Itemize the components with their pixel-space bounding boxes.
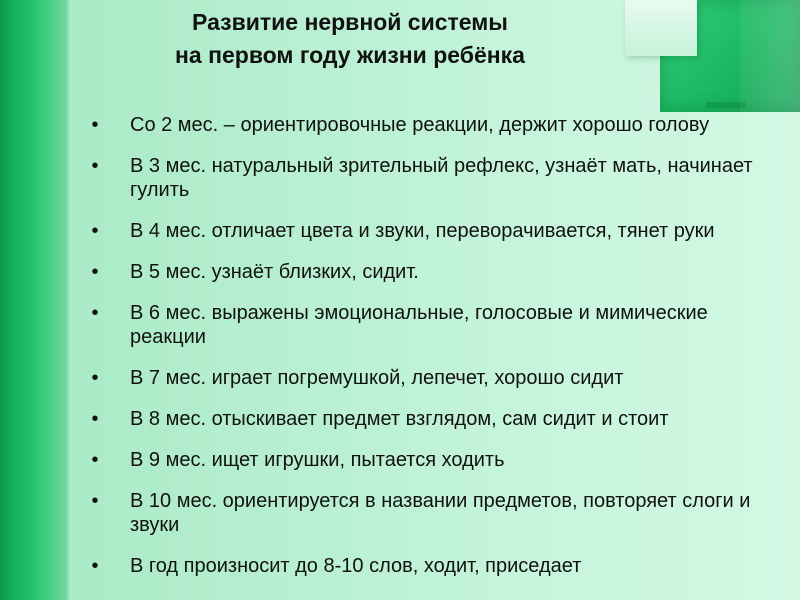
bullet-icon: • (91, 302, 99, 324)
list-item-text: В 3 мес. натуральный зрительный рефлекс, узнаёт мать, начинает гулить (130, 155, 753, 201)
bullet-icon: • (91, 449, 99, 471)
list-item (82, 113, 787, 137)
list-item-text: В 4 мес. отличает цвета и звуки, переворачивается, тянет руки (130, 220, 715, 242)
bullet-icon: • (91, 490, 99, 512)
list-item (82, 448, 787, 472)
bullet-icon: • (91, 220, 99, 242)
list-item (82, 260, 787, 284)
list-item-text: В год произносит до 8-10 слов, ходит, приседает (130, 555, 582, 577)
corner-decorative-strip (740, 0, 800, 112)
bullet-icon: • (91, 408, 99, 430)
list-item (82, 489, 787, 537)
list-item-text: В 10 мес. ориентируется в названии предметов, повторяет слоги и звуки (130, 490, 751, 536)
bullet-icon: • (91, 261, 99, 283)
list-item (82, 301, 787, 349)
bullet-icon: • (91, 367, 99, 389)
left-decorative-bar (0, 0, 70, 600)
slide-title-line-2: на первом году жизни ребёнка (175, 42, 525, 68)
list-item-text: В 5 мес. узнаёт близких, сидит. (130, 261, 419, 283)
corner-light-square (625, 0, 697, 56)
slide-title-line-1: Развитие нервной системы (192, 9, 508, 35)
list-item (82, 407, 787, 431)
bullet-icon: • (91, 555, 99, 577)
bullet-icon: • (91, 114, 99, 136)
list-item-text: В 9 мес. ищет игрушки, пытается ходить (130, 449, 505, 471)
list-item (82, 219, 787, 243)
list-item-text: В 7 мес. играет погремушкой, лепечет, хорошо сидит (130, 367, 624, 389)
list-item-text: Со 2 мес. – ориентировочные реакции, держит хорошо голову (130, 114, 710, 136)
list-item-text: В 8 мес. отыскивает предмет взглядом, сам сидит и стоит (130, 408, 669, 430)
list-item (82, 366, 787, 390)
list-item-text: В 6 мес. выражены эмоциональные, голосовые и мимические реакции (130, 302, 708, 348)
list-item (82, 154, 787, 202)
list-item (82, 554, 787, 578)
milestone-list (82, 113, 787, 595)
slide-title (100, 6, 600, 72)
bullet-icon: • (91, 155, 99, 177)
